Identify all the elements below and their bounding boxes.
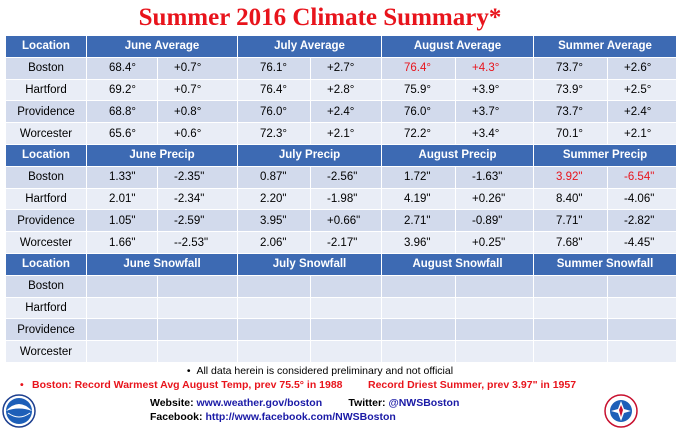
record-driest-note: Record Driest Summer, prev 3.97" in 1957 <box>368 379 577 391</box>
location-cell: Providence <box>6 101 87 123</box>
table-row <box>6 123 677 145</box>
column-header: Summer Snowfall <box>534 253 677 275</box>
section-header-row <box>6 144 677 166</box>
location-cell: Worcester <box>6 123 87 145</box>
departure-cell: +0.66" <box>311 210 382 232</box>
value-cell: 76.0° <box>382 101 456 123</box>
footer-line-1 <box>150 396 490 410</box>
departure-cell: -0.89" <box>456 210 534 232</box>
location-cell: Hartford <box>6 188 87 210</box>
departure-cell: +2.1° <box>311 123 382 145</box>
location-header: Location <box>6 144 87 166</box>
value-cell <box>87 297 158 319</box>
value-cell <box>382 319 456 341</box>
departure-cell: -1.98" <box>311 188 382 210</box>
value-cell <box>238 319 311 341</box>
departure-cell: -2.59" <box>158 210 238 232</box>
table-row <box>6 188 677 210</box>
departure-cell <box>456 297 534 319</box>
section-header-row <box>6 36 677 58</box>
value-cell: 76.4° <box>382 57 456 79</box>
departure-cell: +0.8° <box>158 101 238 123</box>
departure-cell <box>608 297 677 319</box>
bullet: • <box>20 379 24 391</box>
table-row <box>6 79 677 101</box>
page-title: Summer 2016 Climate Summary* <box>138 4 502 31</box>
departure-cell <box>158 341 238 363</box>
value-cell <box>87 275 158 297</box>
departure-cell: +3.7° <box>456 101 534 123</box>
value-cell: 68.4° <box>87 57 158 79</box>
value-cell <box>87 341 158 363</box>
table-row <box>6 232 677 254</box>
departure-cell: +0.25" <box>456 232 534 254</box>
value-cell: 3.92" <box>534 166 608 188</box>
noaa-logo-icon <box>2 394 36 428</box>
value-cell: 2.20" <box>238 188 311 210</box>
departure-cell <box>311 275 382 297</box>
value-cell: 76.1° <box>238 57 311 79</box>
website-label: Website: <box>150 397 194 409</box>
value-cell: 68.8° <box>87 101 158 123</box>
value-cell <box>534 275 608 297</box>
departure-cell: -4.06" <box>608 188 677 210</box>
value-cell: 75.9° <box>382 79 456 101</box>
departure-cell <box>608 319 677 341</box>
column-header: June Precip <box>87 144 238 166</box>
value-cell: 1.05" <box>87 210 158 232</box>
value-cell: 2.71" <box>382 210 456 232</box>
departure-cell <box>608 341 677 363</box>
value-cell: 70.1° <box>534 123 608 145</box>
value-cell: 72.3° <box>238 123 311 145</box>
departure-cell: -1.63" <box>456 166 534 188</box>
value-cell <box>534 297 608 319</box>
facebook-link[interactable]: http://www.facebook.com/NWSBoston <box>205 411 396 423</box>
section-header-row <box>6 253 677 275</box>
table-row <box>6 210 677 232</box>
table-row <box>6 341 677 363</box>
location-cell: Boston <box>6 57 87 79</box>
twitter-label: Twitter: <box>348 397 386 409</box>
departure-cell: +2.7° <box>311 57 382 79</box>
record-boston-note: Boston: Record Warmest Avg August Temp, prev 75.5° in 1988 <box>32 379 343 391</box>
location-cell: Boston <box>6 166 87 188</box>
location-header: Location <box>6 36 87 58</box>
disclaimer-text: All data herein is considered preliminary and not official <box>196 365 454 377</box>
value-cell: 3.96" <box>382 232 456 254</box>
column-header: Summer Average <box>534 36 677 58</box>
departure-cell: -6.54" <box>608 166 677 188</box>
location-cell: Worcester <box>6 232 87 254</box>
departure-cell: +0.7° <box>158 57 238 79</box>
column-header: July Average <box>238 36 382 58</box>
column-header: August Average <box>382 36 534 58</box>
table-row <box>6 101 677 123</box>
value-cell: 76.4° <box>238 79 311 101</box>
table-row <box>6 57 677 79</box>
value-cell: 65.6° <box>87 123 158 145</box>
location-cell: Hartford <box>6 79 87 101</box>
value-cell: 2.06" <box>238 232 311 254</box>
departure-cell: -2.17" <box>311 232 382 254</box>
value-cell <box>238 341 311 363</box>
table-body <box>6 36 677 363</box>
departure-cell: -2.56" <box>311 166 382 188</box>
departure-cell: -2.82" <box>608 210 677 232</box>
departure-cell: +2.4° <box>311 101 382 123</box>
departure-cell: +2.6° <box>608 57 677 79</box>
table-row <box>6 166 677 188</box>
nws-logo-icon <box>604 394 638 428</box>
facebook-label: Facebook: <box>150 411 203 423</box>
departure-cell: +2.8° <box>311 79 382 101</box>
departure-cell <box>158 275 238 297</box>
value-cell <box>87 319 158 341</box>
location-cell: Boston <box>6 275 87 297</box>
departure-cell: +0.6° <box>158 123 238 145</box>
departure-cell: --2.53" <box>158 232 238 254</box>
departure-cell <box>456 341 534 363</box>
departure-cell <box>456 319 534 341</box>
value-cell <box>382 297 456 319</box>
column-header: August Snowfall <box>382 253 534 275</box>
departure-cell: +0.7° <box>158 79 238 101</box>
value-cell: 7.68" <box>534 232 608 254</box>
value-cell: 3.95" <box>238 210 311 232</box>
value-cell: 2.01" <box>87 188 158 210</box>
value-cell <box>534 341 608 363</box>
departure-cell <box>311 341 382 363</box>
table-row <box>6 319 677 341</box>
column-header: August Precip <box>382 144 534 166</box>
footer <box>0 394 640 427</box>
title-bar <box>0 0 640 36</box>
location-cell: Hartford <box>6 297 87 319</box>
value-cell: 69.2° <box>87 79 158 101</box>
departure-cell: -2.34" <box>158 188 238 210</box>
departure-cell <box>311 319 382 341</box>
footer-links <box>150 396 490 424</box>
column-header: June Snowfall <box>87 253 238 275</box>
column-header: June Average <box>87 36 238 58</box>
column-header: Summer Precip <box>534 144 677 166</box>
value-cell: 1.72" <box>382 166 456 188</box>
location-cell: Worcester <box>6 341 87 363</box>
value-cell: 8.40" <box>534 188 608 210</box>
footer-line-2 <box>150 410 490 424</box>
departure-cell: -2.35" <box>158 166 238 188</box>
departure-cell <box>311 297 382 319</box>
location-header: Location <box>6 253 87 275</box>
departure-cell <box>456 275 534 297</box>
departure-cell: +4.3° <box>456 57 534 79</box>
value-cell: 7.71" <box>534 210 608 232</box>
departure-cell: -4.45" <box>608 232 677 254</box>
value-cell: 72.2° <box>382 123 456 145</box>
column-header: July Precip <box>238 144 382 166</box>
twitter-link[interactable]: @NWSBoston <box>388 397 460 409</box>
record-notes <box>0 379 640 393</box>
departure-cell: +2.5° <box>608 79 677 101</box>
climate-table <box>5 35 677 363</box>
departure-cell <box>158 297 238 319</box>
departure-cell <box>608 275 677 297</box>
departure-cell: +3.4° <box>456 123 534 145</box>
value-cell <box>382 275 456 297</box>
value-cell: 73.7° <box>534 57 608 79</box>
disclaimer-note: • All data herein is considered preliminary and not official <box>186 365 454 377</box>
location-cell: Providence <box>6 210 87 232</box>
table-row <box>6 297 677 319</box>
value-cell <box>382 341 456 363</box>
location-cell: Providence <box>6 319 87 341</box>
value-cell: 73.7° <box>534 101 608 123</box>
departure-cell: +2.1° <box>608 123 677 145</box>
value-cell <box>534 319 608 341</box>
departure-cell: +3.9° <box>456 79 534 101</box>
value-cell <box>238 297 311 319</box>
value-cell: 4.19" <box>382 188 456 210</box>
value-cell: 1.66" <box>87 232 158 254</box>
departure-cell: +0.26" <box>456 188 534 210</box>
departure-cell <box>158 319 238 341</box>
value-cell: 73.9° <box>534 79 608 101</box>
column-header: July Snowfall <box>238 253 382 275</box>
value-cell: 1.33" <box>87 166 158 188</box>
table-row <box>6 275 677 297</box>
value-cell: 0.87" <box>238 166 311 188</box>
departure-cell: +2.4° <box>608 101 677 123</box>
value-cell <box>238 275 311 297</box>
value-cell: 76.0° <box>238 101 311 123</box>
website-link[interactable]: www.weather.gov/boston <box>196 397 323 409</box>
notes <box>0 364 640 393</box>
